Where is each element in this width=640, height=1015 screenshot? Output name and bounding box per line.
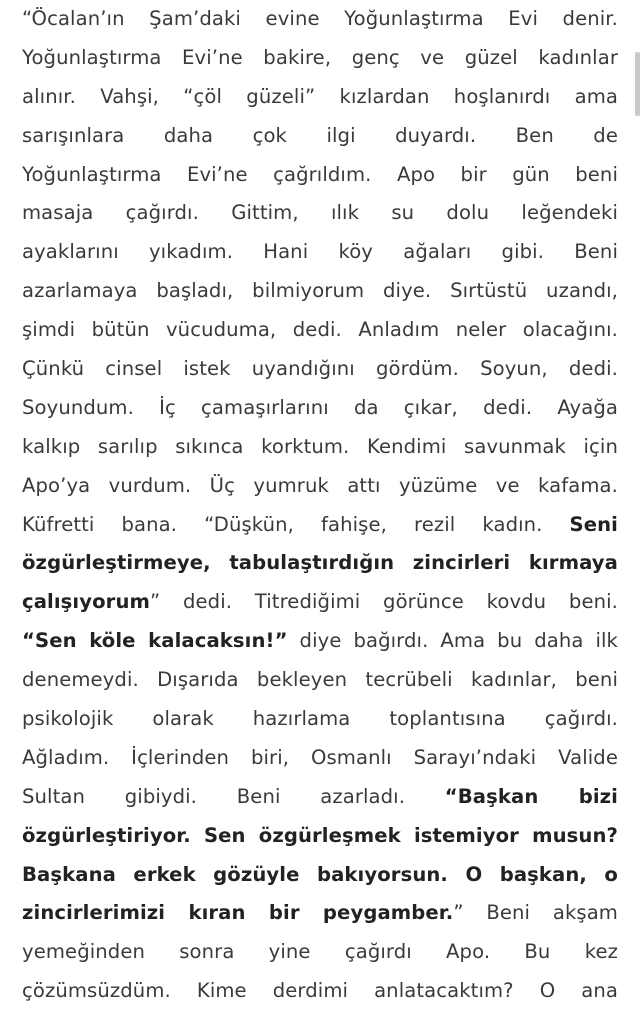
bold-text: Başkana erkek gözüyle bakıyorsun. O başkan, o [22,862,618,886]
text-line [22,817,618,856]
text-line [22,700,618,739]
text-segment: diye bağırdı. Ama bu daha ilk [287,629,618,653]
text-line [22,467,618,506]
text-segment: Yoğunlaştırma Evi’ne çağrıldım. Apo bir gün beni [22,162,618,186]
bold-text: özgürleştirmeye, tabulaştırdığın zincirleri kırmaya [22,551,618,575]
text-line [22,894,618,933]
text-line [22,0,618,39]
text-line [22,389,618,428]
text-line [22,583,618,622]
text-line [22,739,618,778]
bold-text: özgürleştiriyor. Sen özgürleşmek istemiyor musun? [22,823,618,847]
article-body [22,0,618,1011]
text-segment: ” dedi. Titrediğimi görünce kovdu beni. [150,590,618,614]
text-segment: “Öcalan’ın Şam’daki evine Yoğunlaştırma Evi denir. [22,7,618,30]
text-line [22,194,618,233]
text-segment: kalkıp sarılıp sıkınca korktum. Kendimi savunmak için [22,434,618,458]
text-line [22,78,618,117]
bold-text: çalışıyorum [22,590,151,614]
text-line [22,233,618,272]
text-line [22,272,618,311]
text-line [22,506,618,545]
scrollbar[interactable] [635,52,640,116]
text-segment: çözümsüzdüm. Kime derdimi anlatacaktım? O ana [22,979,618,1003]
text-line [22,117,618,156]
text-segment: Soyundum. İç çamaşırlarını da çıkar, dedi. Ayağa [22,395,618,419]
text-segment: Sultan gibiydi. Beni azarladı. [22,784,445,808]
text-segment: alınır. Vahşi, “çöl güzeli” kızlardan hoşlanırdı ama [22,84,618,108]
text-line [22,856,618,895]
text-segment: sarışınlara daha çok ilgi duyardı. Ben de [22,123,618,147]
text-line [22,972,618,1011]
text-segment: Çünkü cinsel istek uyandığını gördüm. Soyun, dedi. [22,357,618,381]
text-segment: Küfretti bana. “Düşkün, fahişe, rezil kadın. [22,512,570,536]
bold-text: zincirlerimizi kıran bir peygamber. [22,901,454,925]
text-line [22,933,618,972]
text-segment: yemeğinden sonra yine çağırdı Apo. Bu kez [22,940,618,964]
text-line [22,428,618,467]
bold-text: “Sen köle kalacaksın!” [22,629,288,653]
text-line [22,622,618,661]
text-line [22,156,618,195]
bold-text: Seni [569,512,618,536]
text-line [22,778,618,817]
text-segment: Ağladım. İçlerinden biri, Osmanlı Sarayı’ndaki Valide [22,745,618,769]
text-segment: ayaklarını yıkadım. Hani köy ağaları gibi. Beni [22,240,618,264]
text-segment: ” Beni akşam [453,901,618,925]
text-segment: Yoğunlaştırma Evi’ne bakire, genç ve güzel kadınlar [22,45,618,69]
text-line [22,661,618,700]
text-line [22,311,618,350]
text-line [22,39,618,78]
text-segment: Apo’ya vurdum. Üç yumruk attı yüzüme ve kafama. [22,473,618,497]
bold-text: “Başkan bizi [444,784,618,808]
text-line [22,544,618,583]
text-segment: azarlamaya başladı, bilmiyorum diye. Sırtüstü uzandı, [22,279,618,303]
text-segment: şimdi bütün vücuduma, dedi. Anladım neler olacağını. [22,318,618,342]
text-segment: psikolojik olarak hazırlama toplantısına çağırdı. [22,707,618,731]
text-segment: masaja çağırdı. Gittim, ılık su dolu leğendeki [22,201,618,225]
text-segment: denemeydi. Dışarıda bekleyen tecrübeli kadınlar, beni [22,668,618,692]
text-line [22,350,618,389]
